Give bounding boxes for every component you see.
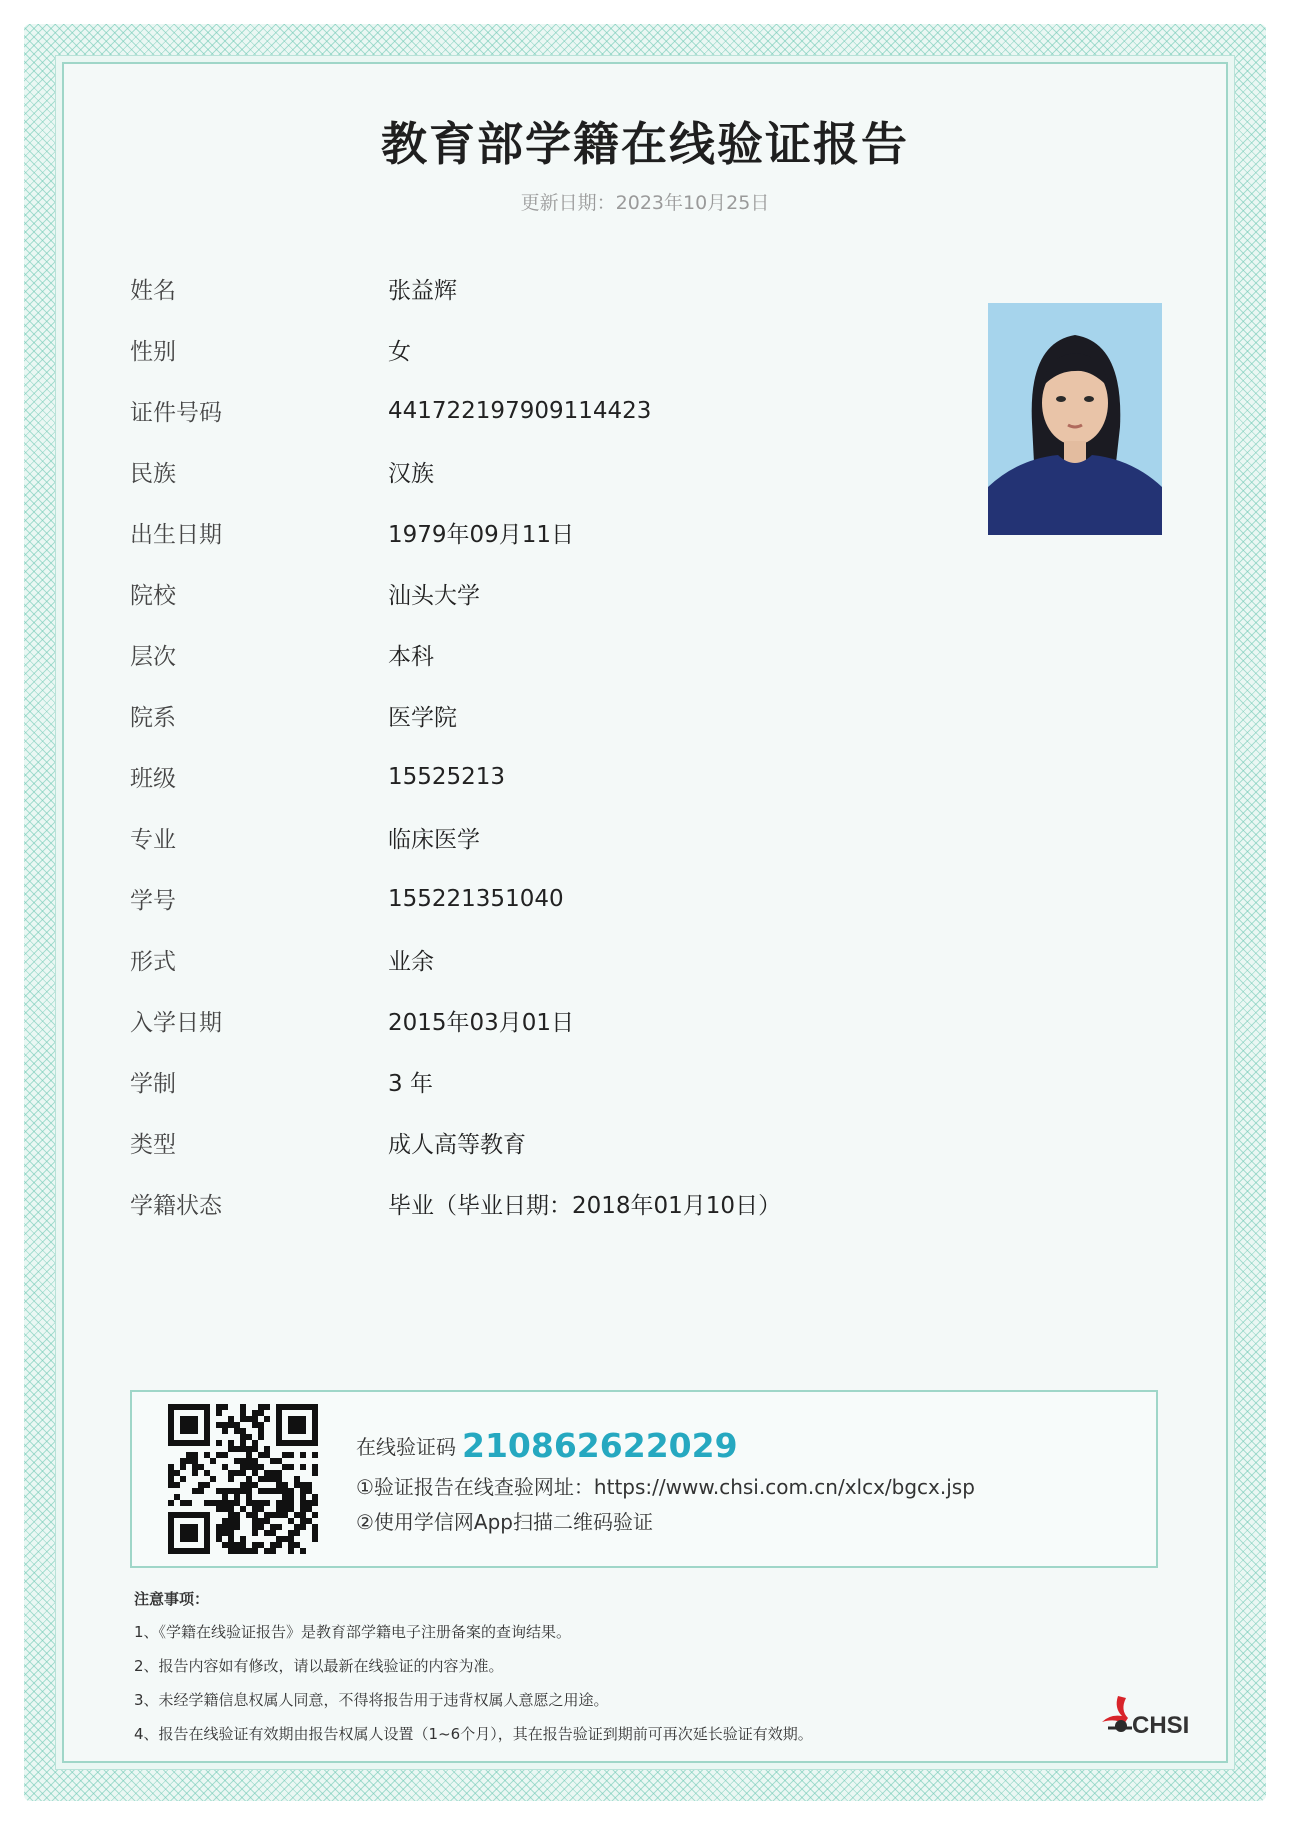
info-row-gender	[130, 319, 930, 380]
notes-section	[134, 1588, 813, 1757]
verification-info	[356, 1426, 975, 1535]
qr-modules	[168, 1404, 318, 1554]
qr-code-icon	[168, 1404, 318, 1554]
note-item: 3、未经学籍信息权属人同意，不得将报告用于违背权属人意愿之用途。	[134, 1691, 609, 1709]
info-label: 证件号码	[130, 400, 222, 426]
note-item: 4、报告在线验证有效期由报告权属人设置（1~6个月），其在报告验证到期前可再次延长验证有效期。	[134, 1725, 813, 1743]
info-row-enrollment-date	[130, 990, 930, 1051]
notes-title: 注意事项：	[134, 1590, 210, 1608]
verification-code-line	[356, 1426, 975, 1465]
info-label: 学籍状态	[130, 1193, 222, 1219]
info-row-status	[130, 1173, 930, 1234]
info-label: 班级	[130, 766, 176, 792]
info-value: 1979年09月11日	[388, 522, 575, 548]
verification-app-line: ②使用学信网App扫描二维码验证	[356, 1510, 654, 1534]
info-value: 成人高等教育	[388, 1132, 526, 1158]
student-info-table	[130, 258, 930, 1234]
info-row-level	[130, 624, 930, 685]
info-value: 本科	[388, 644, 434, 670]
page-title: 教育部学籍在线验证报告	[381, 117, 909, 171]
info-row-id-number	[130, 380, 930, 441]
info-row-study-mode	[130, 929, 930, 990]
info-row-ethnicity	[130, 441, 930, 502]
info-label: 院系	[130, 705, 176, 731]
info-value: 业余	[388, 949, 434, 975]
info-row-birth-date	[130, 502, 930, 563]
info-value: 毕业（毕业日期：2018年01月10日）	[388, 1193, 782, 1219]
info-value: 医学院	[388, 705, 457, 731]
info-row-name	[130, 258, 930, 319]
info-value: 2015年03月01日	[388, 1010, 575, 1036]
info-label: 出生日期	[130, 522, 222, 548]
note-item: 2、报告内容如有修改，请以最新在线验证的内容为准。	[134, 1657, 504, 1675]
verification-url-line: ①验证报告在线查验网址：https://www.chsi.com.cn/xlcx/bgcx.jsp	[356, 1475, 975, 1499]
info-label: 专业	[130, 827, 176, 853]
info-label: 民族	[130, 461, 176, 487]
info-value: 441722197909114423	[388, 397, 652, 424]
online-verification-box	[130, 1390, 1158, 1568]
info-label: 入学日期	[130, 1010, 222, 1036]
info-row-school	[130, 563, 930, 624]
info-value: 3 年	[388, 1071, 433, 1097]
chsi-logo-text: CHSI	[1132, 1712, 1190, 1739]
info-value: 15525213	[388, 763, 506, 790]
verification-code-label: 在线验证码	[356, 1435, 456, 1459]
info-row-class	[130, 746, 930, 807]
info-label: 层次	[130, 644, 176, 670]
info-label: 性别	[130, 339, 176, 365]
info-value: 汉族	[388, 461, 434, 487]
info-value: 汕头大学	[388, 583, 480, 609]
info-row-department	[130, 685, 930, 746]
verification-code: 210862622029	[462, 1426, 738, 1465]
info-label: 院校	[130, 583, 176, 609]
info-label: 形式	[130, 949, 176, 975]
info-label: 姓名	[130, 278, 176, 304]
info-row-major	[130, 807, 930, 868]
info-row-student-number	[130, 868, 930, 929]
info-value: 临床医学	[388, 827, 480, 853]
info-row-type	[130, 1112, 930, 1173]
note-item: 1、《学籍在线验证报告》是教育部学籍电子注册备案的查询结果。	[134, 1623, 572, 1641]
portrait-image	[988, 303, 1162, 535]
info-label: 学制	[130, 1071, 176, 1097]
student-photo	[988, 303, 1162, 535]
info-value: 张益辉	[388, 278, 457, 304]
update-date: 更新日期：2023年10月25日	[520, 192, 770, 214]
info-label: 类型	[130, 1132, 176, 1158]
info-label: 学号	[130, 888, 176, 914]
info-value: 155221351040	[388, 885, 564, 912]
info-value: 女	[388, 339, 411, 365]
info-row-duration	[130, 1051, 930, 1112]
